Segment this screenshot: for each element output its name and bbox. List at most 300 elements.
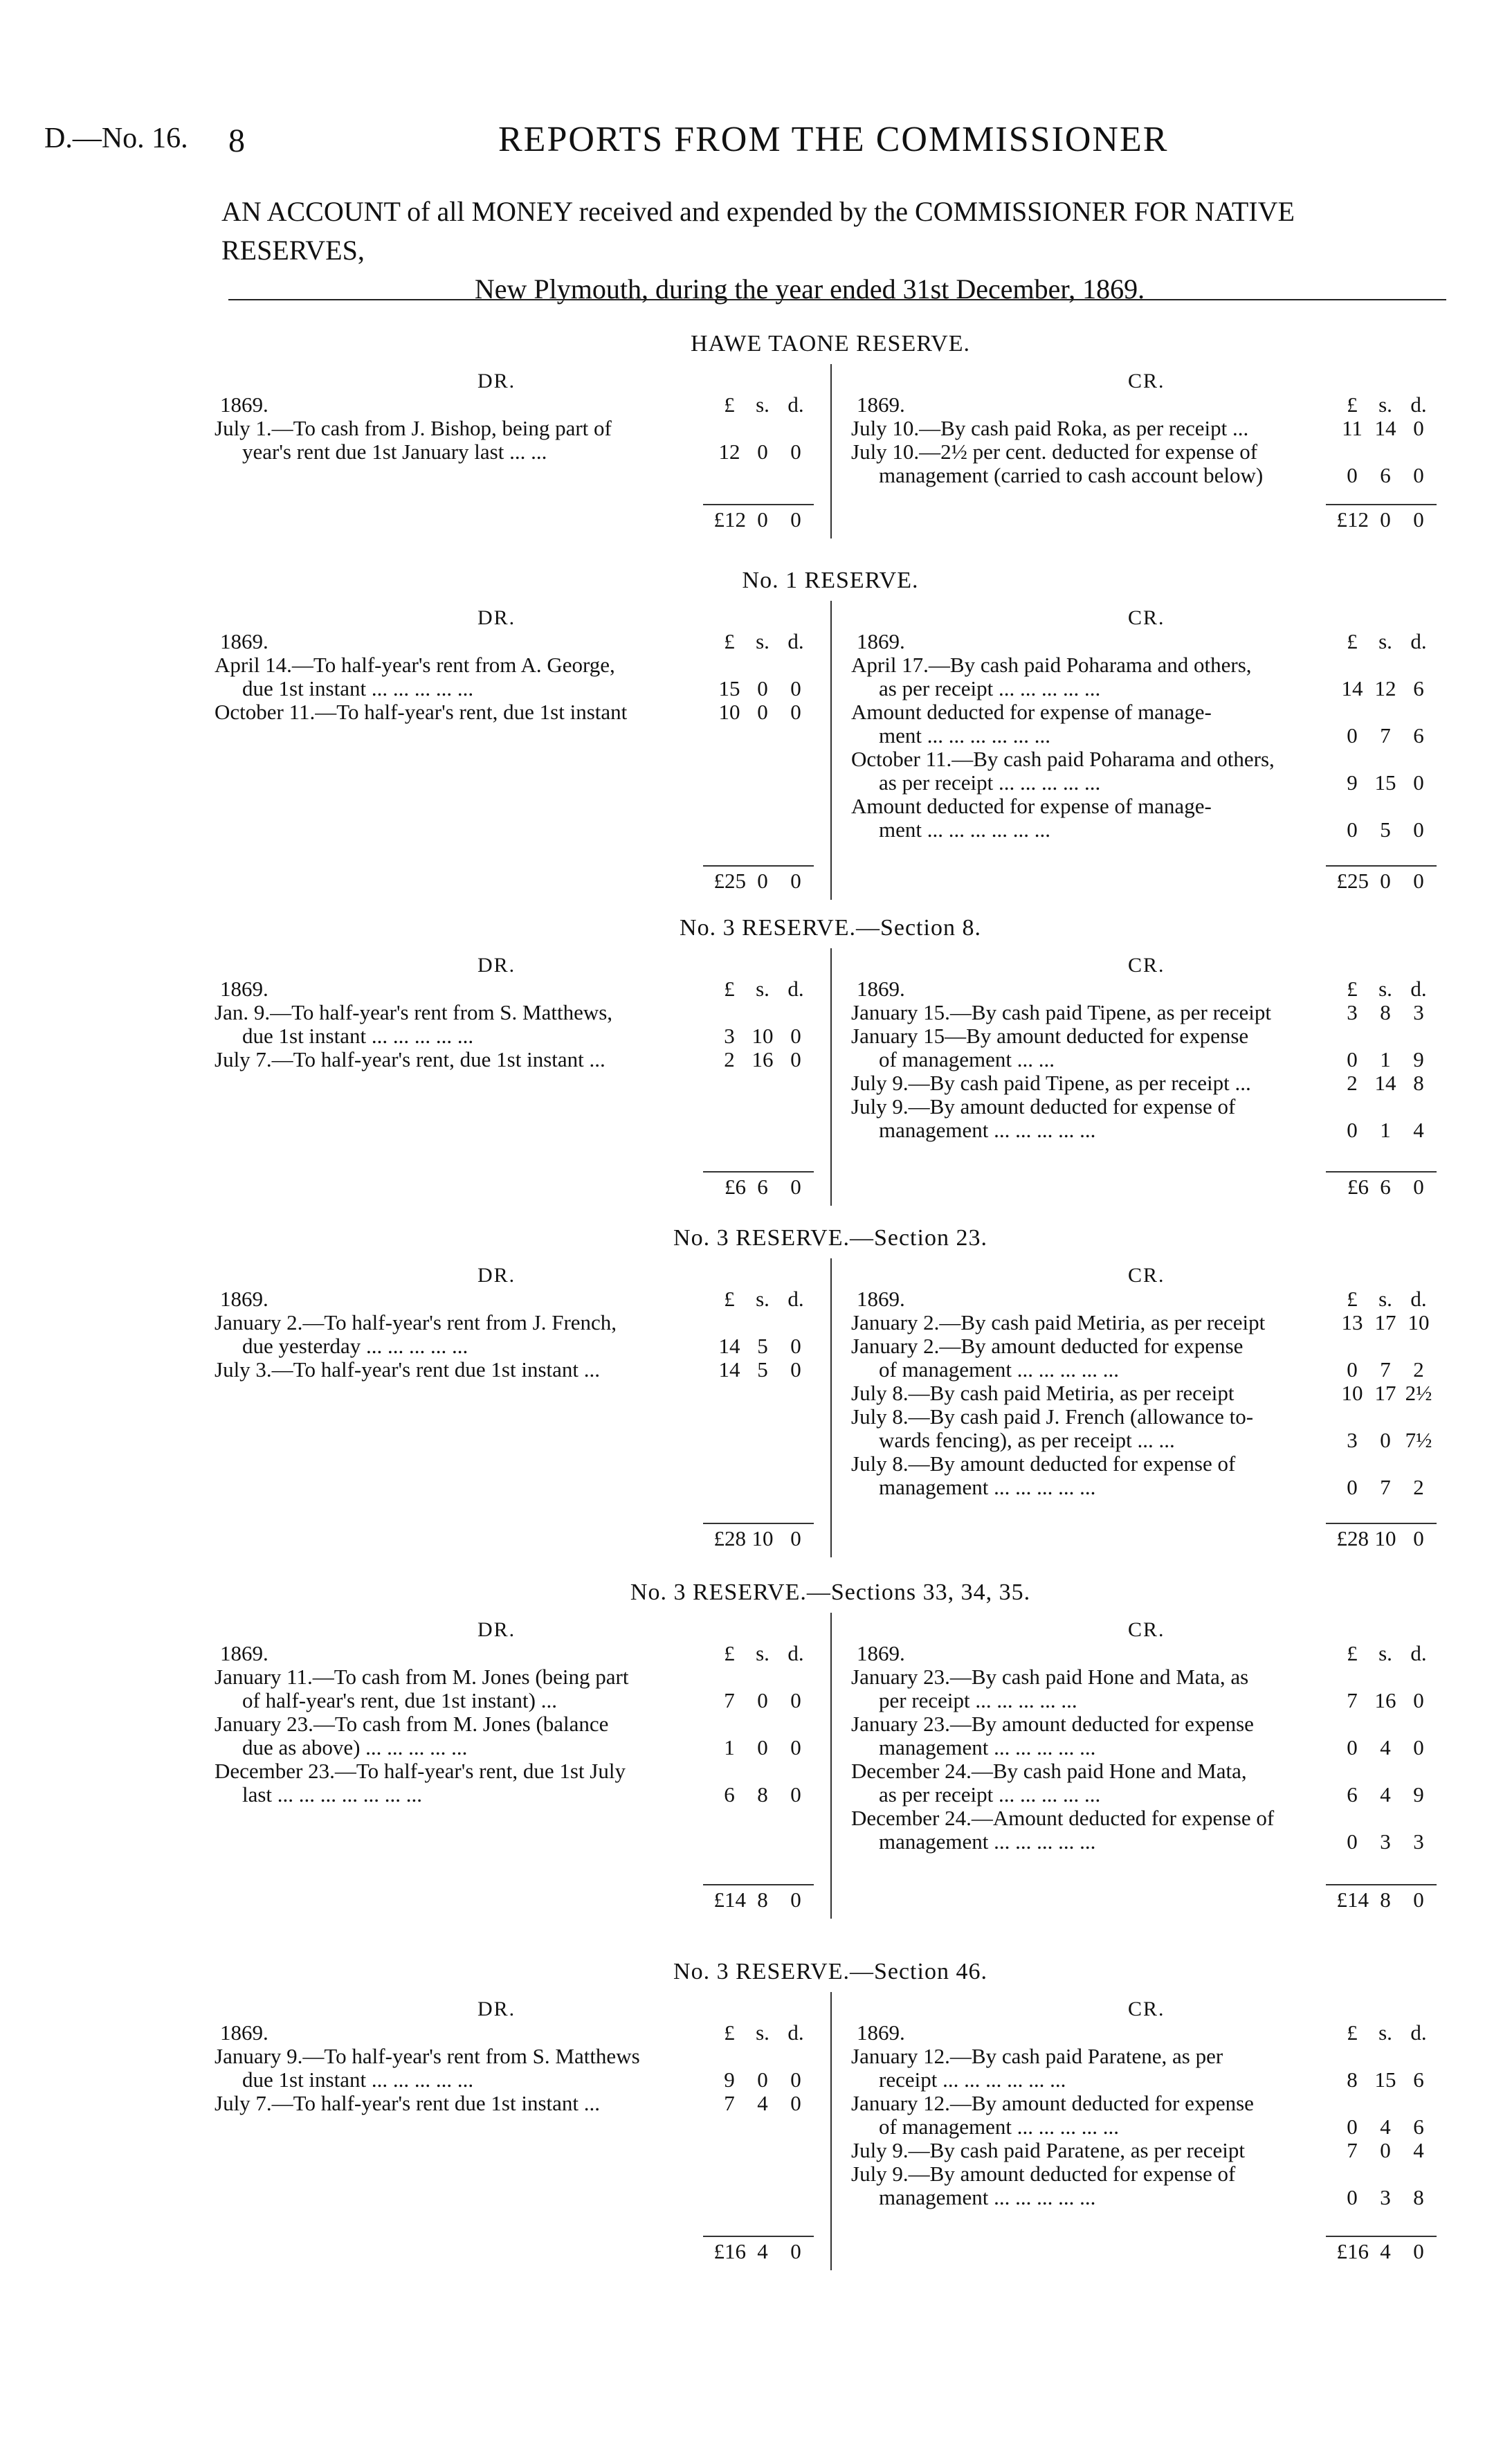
- dr-column: [215, 1264, 830, 1557]
- amount-pence: 0: [790, 1334, 801, 1358]
- entry-amount: [1336, 1119, 1435, 1142]
- entry-line: ment ... ... ... ... ... ...: [879, 818, 1050, 842]
- total-pence: 0: [1413, 2239, 1424, 2263]
- amount-pounds: 3: [1347, 1428, 1358, 1452]
- amount-pence: 0: [790, 1047, 801, 1071]
- entry-text: [851, 2162, 1329, 2209]
- total-pounds: £14: [713, 1888, 746, 1912]
- amount-pence: 2½: [1405, 1381, 1432, 1405]
- currency-pound: £: [1347, 629, 1358, 653]
- entry-text: [215, 1759, 699, 1807]
- header-divider: [228, 299, 1446, 300]
- total-pounds: £16: [1336, 2239, 1369, 2263]
- amount-pence: 3: [1413, 1000, 1424, 1024]
- year-label: 1869.: [857, 977, 905, 1001]
- total-pounds: £14: [1336, 1888, 1369, 1912]
- currency-header: [1336, 1642, 1435, 1665]
- entry-line: management ... ... ... ... ...: [879, 1736, 1096, 1759]
- reserve-section: [208, 331, 1453, 538]
- currency-pence: d.: [1410, 1287, 1427, 1311]
- entry-line: January 2.—To half-year's rent from J. French,: [215, 1311, 617, 1334]
- amount-shillings: 0: [757, 440, 768, 464]
- currency-header: [713, 1287, 812, 1311]
- ledger-entry: [215, 2092, 830, 2115]
- entry-text: [215, 2092, 699, 2115]
- amount-shillings: 15: [1374, 2067, 1396, 2092]
- currency-pound: £: [724, 629, 735, 653]
- entry-amount: [1336, 1048, 1435, 1071]
- amount-shillings: 5: [1380, 817, 1391, 842]
- amount-pounds: 11: [1342, 416, 1363, 440]
- currency-shilling: s.: [1378, 1641, 1392, 1665]
- currency-pence: d.: [787, 1287, 804, 1311]
- total-pounds: £28: [1336, 1526, 1369, 1550]
- entry-text: [851, 1334, 1329, 1382]
- amount-pounds: 0: [1347, 723, 1358, 748]
- entry-line: July 3.—To half-year's rent due 1st instant ...: [215, 1358, 601, 1382]
- ledger-entry: [851, 2045, 1446, 2092]
- entry-text: [215, 653, 699, 700]
- entry-text: [215, 1311, 699, 1358]
- reserve-title: No. 3 RESERVE.—Section 23.: [673, 1225, 987, 1251]
- currency-shilling: s.: [1378, 629, 1392, 653]
- cr-entries: [851, 2045, 1446, 2209]
- entry-line: management ... ... ... ... ...: [879, 1830, 1096, 1854]
- year-label: 1869.: [857, 1641, 905, 1665]
- currency-pound: £: [1347, 1641, 1358, 1665]
- entry-line: December 24.—By cash paid Hone and Mata,: [851, 1759, 1247, 1783]
- amount-pounds: 7: [724, 1688, 735, 1712]
- entry-line: Amount deducted for expense of manage-: [851, 795, 1212, 818]
- reserve-section: [208, 568, 1453, 900]
- dr-column: [215, 370, 830, 538]
- ledger-entry: [215, 2045, 830, 2092]
- total-rule: [703, 1884, 814, 1885]
- cr-entries: [851, 1665, 1446, 1854]
- entry-text: [851, 2139, 1329, 2162]
- dr-label: DR.: [477, 1998, 516, 2020]
- amount-shillings: 17: [1374, 1310, 1396, 1334]
- amount-pence: 8: [1413, 2185, 1424, 2209]
- amount-shillings: 3: [1380, 2185, 1391, 2209]
- amount-pounds: 10: [1341, 1381, 1363, 1405]
- amount-pounds: 2: [724, 1047, 735, 1071]
- cr-total: [1322, 508, 1435, 532]
- entry-text: [851, 1311, 1329, 1334]
- entry-line: last ... ... ... ... ... ... ...: [242, 1783, 423, 1807]
- total-pounds: £25: [1336, 869, 1369, 893]
- entry-line: July 10.—By cash paid Roka, as per receipt ...: [851, 417, 1249, 440]
- amount-pounds: 3: [724, 1024, 735, 1048]
- entry-amount: [1336, 724, 1435, 748]
- entry-line: July 9.—By amount deducted for expense of: [851, 1095, 1236, 1119]
- entry-line: July 9.—By cash paid Paratene, as per receipt: [851, 2139, 1246, 2162]
- amount-shillings: 12: [1374, 676, 1396, 700]
- amount-shillings: 16: [752, 1047, 774, 1071]
- reserve-section: [208, 1579, 1453, 1919]
- entry-text: [215, 1001, 699, 1048]
- currency-pound: £: [1347, 392, 1358, 417]
- currency-pence: d.: [787, 977, 804, 1001]
- entry-text: [851, 1382, 1329, 1405]
- entry-amount: [1336, 1001, 1435, 1024]
- currency-header: [1336, 1287, 1435, 1311]
- amount-shillings: 0: [1380, 1428, 1391, 1452]
- entry-amount: [1336, 1736, 1435, 1759]
- total-rule: [1326, 1171, 1437, 1173]
- dr-total: [699, 1527, 812, 1550]
- amount-pounds: 8: [1347, 2067, 1358, 2092]
- cr-label: CR.: [1128, 1264, 1165, 1287]
- amount-pence: 3: [1413, 1829, 1424, 1854]
- entry-text: [851, 1807, 1329, 1854]
- ledger-entry: [215, 1048, 830, 1071]
- page-title: REPORTS FROM THE COMMISSIONER: [498, 120, 1169, 159]
- ledger-entry: [851, 1712, 1446, 1759]
- cr-entries: [851, 653, 1446, 842]
- entry-line: July 8.—By cash paid J. French (allowance to-: [851, 1405, 1254, 1429]
- amount-pounds: 9: [724, 2067, 735, 2092]
- amount-shillings: 7: [1380, 723, 1391, 748]
- total-pence: 0: [1413, 1888, 1424, 1912]
- dr-entries: [215, 653, 830, 724]
- amount-pence: 0: [790, 1688, 801, 1712]
- currency-header: [1336, 2021, 1435, 2045]
- ledger-entry: [851, 1311, 1446, 1334]
- ledger-entry: [851, 700, 1446, 748]
- dr-label: DR.: [477, 606, 516, 629]
- entry-text: [851, 1001, 1329, 1024]
- entry-text: [215, 2045, 699, 2092]
- currency-shilling: s.: [756, 977, 769, 1001]
- amount-shillings: 7: [1380, 1475, 1391, 1499]
- amount-pounds: 1: [724, 1735, 735, 1759]
- entry-line: ment ... ... ... ... ... ...: [879, 724, 1050, 748]
- amount-shillings: 0: [757, 1735, 768, 1759]
- total-rule: [703, 1171, 814, 1173]
- currency-pence: d.: [1410, 629, 1427, 653]
- amount-pence: 0: [1413, 1735, 1424, 1759]
- ledger-entry: [215, 1665, 830, 1712]
- total-pounds: £6: [725, 1175, 746, 1199]
- ledger-entry: [851, 2162, 1446, 2209]
- year-label: 1869.: [857, 392, 905, 417]
- entry-line: January 23.—To cash from M. Jones (balance: [215, 1712, 609, 1736]
- amount-pounds: 15: [718, 676, 740, 700]
- amount-pence: 9: [1413, 1047, 1424, 1071]
- total-shillings: 10: [1374, 1526, 1396, 1550]
- amount-shillings: 4: [757, 2091, 768, 2115]
- entry-text: [851, 795, 1329, 842]
- total-shillings: 8: [1380, 1888, 1391, 1912]
- ledger-entry: [215, 1001, 830, 1048]
- total-rule: [703, 1523, 814, 1524]
- entry-text: [851, 1095, 1329, 1142]
- entry-line: January 12.—By cash paid Paratene, as per: [851, 2045, 1223, 2068]
- dr-entries: [215, 1001, 830, 1071]
- ledger-entry: [851, 2092, 1446, 2139]
- amount-pence: 0: [1413, 463, 1424, 487]
- entry-text: [851, 1405, 1329, 1452]
- entry-line: management (carried to cash account below): [879, 464, 1264, 487]
- amount-pounds: 14: [1341, 676, 1363, 700]
- currency-pound: £: [1347, 1287, 1358, 1311]
- total-rule: [1326, 865, 1437, 867]
- entry-line: management ... ... ... ... ...: [879, 1119, 1096, 1142]
- cr-total: [1322, 869, 1435, 893]
- amount-pence: 0: [790, 1782, 801, 1807]
- currency-shilling: s.: [1378, 2020, 1392, 2045]
- entry-amount: [1336, 1783, 1435, 1807]
- amount-pence: 0: [1413, 770, 1424, 795]
- entry-amount: [713, 440, 812, 464]
- amount-shillings: 8: [1380, 1000, 1391, 1024]
- entry-line: due 1st instant ... ... ... ... ...: [242, 677, 474, 700]
- total-shillings: 8: [757, 1888, 768, 1912]
- entry-text: [851, 1759, 1329, 1807]
- currency-shilling: s.: [756, 392, 769, 417]
- cr-column: [851, 1264, 1446, 1557]
- currency-pence: d.: [1410, 1641, 1427, 1665]
- entry-line: January 11.—To cash from M. Jones (being part: [215, 1665, 629, 1689]
- currency-header: [713, 1642, 812, 1665]
- currency-pence: d.: [1410, 977, 1427, 1001]
- amount-pence: 8: [1413, 1071, 1424, 1095]
- entry-line: due 1st instant ... ... ... ... ...: [242, 1024, 474, 1048]
- amount-shillings: 4: [1380, 1735, 1391, 1759]
- dr-entries: [215, 1311, 830, 1382]
- dr-label: DR.: [477, 370, 516, 392]
- entry-line: January 2.—By amount deducted for expense: [851, 1334, 1244, 1358]
- entry-text: [851, 440, 1329, 487]
- currency-pence: d.: [1410, 2020, 1427, 2045]
- entry-text: [851, 417, 1329, 440]
- ledger-entry: [851, 2139, 1446, 2162]
- entry-text: [215, 417, 699, 464]
- total-pence: 0: [1413, 1526, 1424, 1550]
- amount-shillings: 4: [1380, 2115, 1391, 2139]
- amount-pounds: 7: [1347, 2138, 1358, 2162]
- entry-text: [851, 2045, 1329, 2092]
- amount-shillings: 14: [1374, 416, 1396, 440]
- ledger-entry: [851, 1405, 1446, 1452]
- cr-column: [851, 1618, 1446, 1919]
- total-pence: 0: [790, 1175, 801, 1199]
- cr-entries: [851, 1001, 1446, 1142]
- amount-shillings: 16: [1374, 1688, 1396, 1712]
- entry-amount: [713, 1048, 812, 1071]
- entry-text: [851, 1665, 1329, 1712]
- amount-shillings: 8: [757, 1782, 768, 1807]
- entry-line: of management ... ... ... ... ...: [879, 1358, 1119, 1382]
- amount-shillings: 15: [1374, 770, 1396, 795]
- entry-amount: [1336, 1311, 1435, 1334]
- ledger-entry: [215, 417, 830, 464]
- entry-amount: [713, 1358, 812, 1382]
- entry-amount: [1336, 464, 1435, 487]
- column-divider: [830, 948, 832, 1206]
- currency-header: [1336, 630, 1435, 653]
- intro-line-2: New Plymouth, during the year ended 31st December, 1869.: [474, 273, 1145, 305]
- total-pence: 0: [790, 507, 801, 532]
- amount-pence: 0: [790, 2091, 801, 2115]
- entry-line: Jan. 9.—To half-year's rent from S. Matthews,: [215, 1001, 613, 1024]
- amount-shillings: 0: [757, 700, 768, 724]
- entry-line: due 1st instant ... ... ... ... ...: [242, 2068, 474, 2092]
- currency-pence: d.: [787, 1641, 804, 1665]
- entry-amount: [713, 1783, 812, 1807]
- total-shillings: 0: [1380, 507, 1391, 532]
- page-number: 8: [228, 123, 245, 159]
- currency-shilling: s.: [1378, 392, 1392, 417]
- ledger-entry: [851, 653, 1446, 700]
- total-pence: 0: [1413, 1175, 1424, 1199]
- amount-pounds: 3: [1347, 1000, 1358, 1024]
- amount-pence: 9: [1413, 1782, 1424, 1807]
- total-rule: [1326, 1523, 1437, 1524]
- year-label: 1869.: [220, 977, 268, 1001]
- total-pounds: £25: [713, 869, 746, 893]
- total-rule: [1326, 1884, 1437, 1885]
- amount-pounds: 2: [1347, 1071, 1358, 1095]
- entry-line: Amount deducted for expense of manage-: [851, 700, 1212, 724]
- entry-text: [215, 1665, 699, 1712]
- currency-shilling: s.: [1378, 977, 1392, 1001]
- amount-pounds: 0: [1347, 2115, 1358, 2139]
- entry-amount: [1336, 1382, 1435, 1405]
- entry-line: July 7.—To half-year's rent, due 1st instant ...: [215, 1048, 605, 1071]
- ledger-entry: [215, 700, 830, 724]
- amount-pence: 6: [1413, 676, 1424, 700]
- amount-pounds: 6: [1347, 1782, 1358, 1807]
- dr-column: [215, 1998, 830, 2270]
- currency-pence: d.: [787, 2020, 804, 2045]
- amount-shillings: 3: [1380, 1829, 1391, 1854]
- currency-pound: £: [724, 392, 735, 417]
- dr-label: DR.: [477, 1264, 516, 1287]
- amount-shillings: 0: [757, 2067, 768, 2092]
- ledger-entry: [851, 1759, 1446, 1807]
- reserve-title: No. 3 RESERVE.—Sections 33, 34, 35.: [630, 1579, 1031, 1605]
- ledger-entry: [851, 748, 1446, 795]
- total-pence: 0: [1413, 507, 1424, 532]
- entry-amount: [1336, 818, 1435, 842]
- amount-pence: 0: [790, 700, 801, 724]
- amount-shillings: 5: [757, 1357, 768, 1382]
- entry-amount: [1336, 1830, 1435, 1854]
- entry-line: January 15—By amount deducted for expense: [851, 1024, 1249, 1048]
- currency-header: [1336, 393, 1435, 417]
- entry-text: [851, 748, 1329, 795]
- amount-pence: 6: [1413, 2115, 1424, 2139]
- amount-pounds: 9: [1347, 770, 1358, 795]
- cr-entries: [851, 417, 1446, 487]
- total-pence: 0: [790, 2239, 801, 2263]
- currency-pence: d.: [787, 629, 804, 653]
- cr-total: [1322, 1175, 1435, 1199]
- total-shillings: 4: [757, 2239, 768, 2263]
- amount-shillings: 4: [1380, 1782, 1391, 1807]
- entry-line: year's rent due 1st January last ... ...: [242, 440, 547, 464]
- total-rule: [703, 2236, 814, 2237]
- entry-text: [851, 2092, 1329, 2139]
- cr-entries: [851, 1311, 1446, 1499]
- total-rule: [703, 504, 814, 505]
- entry-line: as per receipt ... ... ... ... ...: [879, 771, 1101, 795]
- year-label: 1869.: [857, 2020, 905, 2045]
- dr-entries: [215, 1665, 830, 1807]
- total-shillings: 0: [1380, 869, 1391, 893]
- amount-pounds: 0: [1347, 1735, 1358, 1759]
- amount-pounds: 0: [1347, 1829, 1358, 1854]
- reserve-title: No. 3 RESERVE.—Section 8.: [680, 915, 981, 941]
- amount-pence: 0: [790, 1024, 801, 1048]
- year-label: 1869.: [220, 2020, 268, 2045]
- entry-line: management ... ... ... ... ...: [879, 1476, 1096, 1499]
- dr-total: [699, 2240, 812, 2263]
- dr-column: [215, 954, 830, 1206]
- entry-amount: [1336, 771, 1435, 795]
- amount-pence: 0: [790, 1735, 801, 1759]
- entry-line: July 7.—To half-year's rent due 1st instant ...: [215, 2092, 601, 2115]
- reserve-title: No. 3 RESERVE.—Section 46.: [673, 1959, 987, 1984]
- amount-pounds: 10: [718, 700, 740, 724]
- dr-total: [699, 869, 812, 893]
- amount-pence: 6: [1413, 723, 1424, 748]
- ledger-entry: [851, 417, 1446, 440]
- entry-line: as per receipt ... ... ... ... ...: [879, 1783, 1101, 1807]
- entry-text: [851, 1452, 1329, 1499]
- cr-column: [851, 606, 1446, 900]
- ledger-entry: [215, 1712, 830, 1759]
- currency-shilling: s.: [756, 1287, 769, 1311]
- entry-line: July 1.—To cash from J. Bishop, being part of: [215, 417, 612, 440]
- entry-line: July 10.—2½ per cent. deducted for expense of: [851, 440, 1258, 464]
- entry-line: January 23.—By amount deducted for expense: [851, 1712, 1254, 1736]
- amount-pence: 0: [790, 440, 801, 464]
- entry-line: January 2.—By cash paid Metiria, as per receipt: [851, 1311, 1266, 1334]
- cr-total: [1322, 1888, 1435, 1912]
- column-divider: [830, 1613, 832, 1919]
- cr-total: [1322, 2240, 1435, 2263]
- cr-label: CR.: [1128, 606, 1165, 629]
- entry-amount: [1336, 1429, 1435, 1452]
- entry-amount: [1336, 2139, 1435, 2162]
- amount-pence: 4: [1413, 2138, 1424, 2162]
- column-divider: [830, 1992, 832, 2270]
- entry-line: January 15.—By cash paid Tipene, as per receipt: [851, 1001, 1271, 1024]
- amount-shillings: 0: [757, 1688, 768, 1712]
- amount-shillings: 0: [757, 676, 768, 700]
- cr-column: [851, 370, 1446, 538]
- currency-shilling: s.: [756, 1641, 769, 1665]
- ledger-entry: [851, 1071, 1446, 1095]
- cr-column: [851, 954, 1446, 1206]
- year-label: 1869.: [220, 1287, 268, 1311]
- year-label: 1869.: [857, 629, 905, 653]
- entry-amount: [713, 2068, 812, 2092]
- entry-line: as per receipt ... ... ... ... ...: [879, 677, 1101, 700]
- amount-pounds: 0: [1347, 463, 1358, 487]
- ledger-entry: [215, 1759, 830, 1807]
- entry-amount: [713, 1334, 812, 1358]
- amount-pence: 7½: [1405, 1428, 1432, 1452]
- ledger-entry: [851, 1001, 1446, 1024]
- ledger-entry: [851, 1382, 1446, 1405]
- currency-shilling: s.: [1378, 1287, 1392, 1311]
- total-pounds: £12: [1336, 507, 1369, 532]
- currency-pound: £: [724, 1641, 735, 1665]
